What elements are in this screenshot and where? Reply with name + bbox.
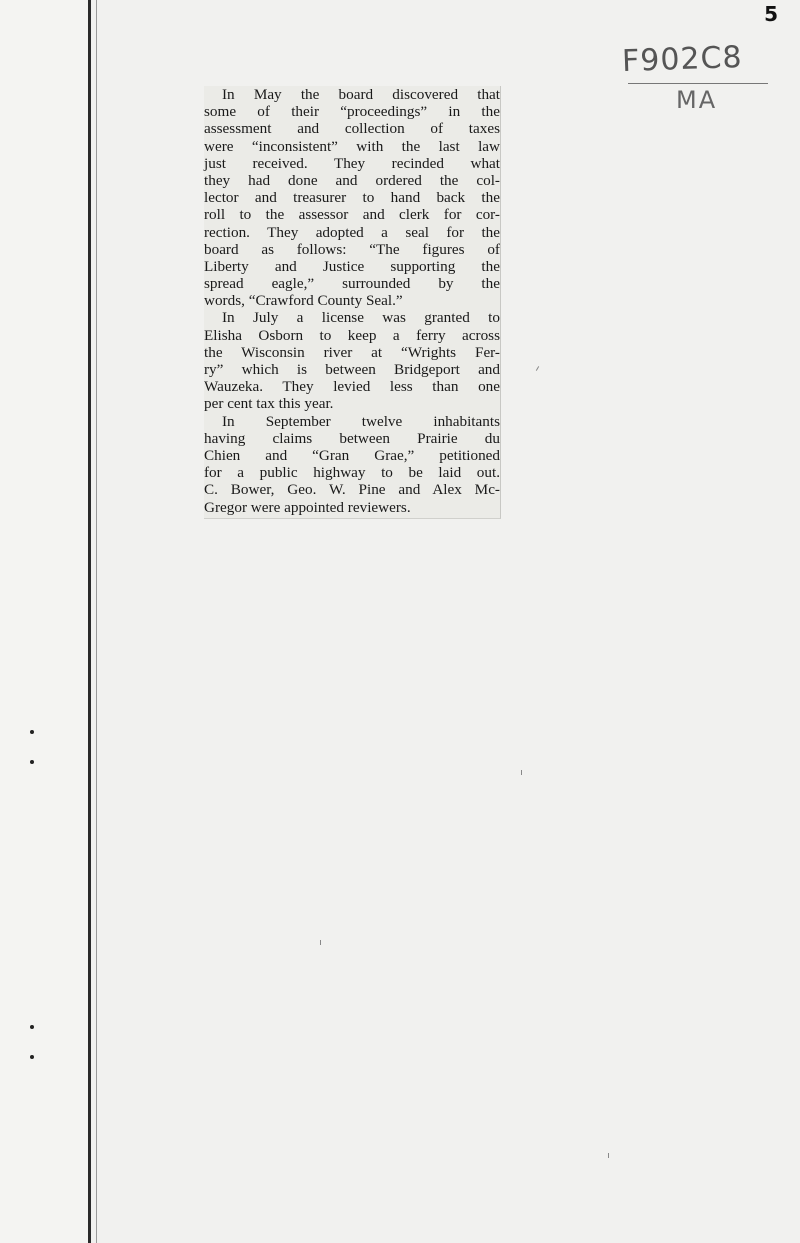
clipping-line: were “inconsistent” with the last law [204,137,500,155]
clipping-line: they had done and ordered the col- [204,171,500,189]
clipping-line: just received. They recinded what [204,154,500,172]
clipping-line: Elisha Osborn to keep a ferry across [204,326,500,344]
clipping-line: C. Bower, Geo. W. Pine and Alex Mc- [204,481,500,499]
clipping-line: ry” which is between Bridgeport and [204,361,500,378]
binding-rule-thin [96,0,97,1243]
clipping-line: having claims between Prairie du [204,429,500,447]
clipping-line: Liberty and Justice supporting the [204,257,500,275]
clipping-line: roll to the assessor and clerk for cor- [204,206,500,224]
call-number-sub: MA [676,86,718,114]
punch-hole [30,760,34,764]
clipping-line: lector and treasurer to hand back the [204,189,500,207]
binding-margin [0,0,88,1243]
scan-speck [320,940,321,945]
clipping-line: In May the board discovered that [222,86,500,103]
scan-speck [608,1153,609,1158]
clipping-line: words, “Crawford County Seal.” [204,292,403,310]
scan-speck [521,770,522,775]
clipping-text [204,86,500,516]
clipping-line: Chien and “Gran Grae,” petitioned [204,446,500,464]
clipping-line: spread eagle,” surrounded by the [204,275,500,293]
clipping-line: for a public highway to be laid out. [204,464,500,482]
clipping-line: the Wisconsin river at “Wrights Fer- [204,343,500,361]
call-number-underline [628,83,768,84]
clipping-line: rection. They adopted a seal for the [204,223,500,241]
clipping-line: board as follows: “The figures of [204,240,500,258]
clipping-line: Wauzeka. They levied less than one [204,378,500,396]
punch-hole [30,730,34,734]
call-number: F902C8 [621,39,744,80]
binding-rule [88,0,91,1243]
page-number: 5 [764,2,778,26]
clipping-line: Gregor were appointed reviewers. [204,498,411,516]
clipping-line: some of their “proceedings” in the [204,103,500,121]
newspaper-clipping [204,86,501,519]
punch-hole [30,1055,34,1059]
clipping-line: assessment and collection of taxes [204,120,500,138]
clipping-line: In September twelve inhabitants [222,412,500,430]
clipping-line: per cent tax this year. [204,395,334,413]
scan-speck [536,366,539,371]
clipping-line: In July a license was granted to [222,309,500,327]
punch-hole [30,1025,34,1029]
